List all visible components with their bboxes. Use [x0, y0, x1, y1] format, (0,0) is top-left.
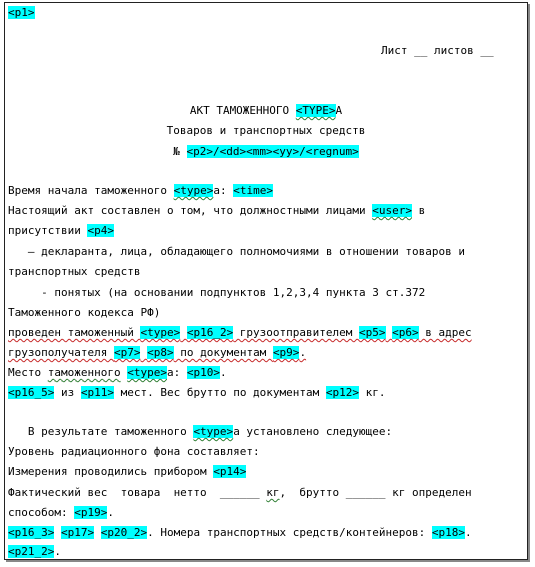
placeholder-type: <type> — [127, 366, 167, 379]
document-title — [5, 103, 527, 118]
witnesses-line: - понятых (на основании подпунктов 1,2,3,4 пункта 3 ст.372 — [8, 286, 426, 299]
placeholder-p19: <p19> — [74, 506, 108, 519]
declarant-line: – декларанта, лица, обладающего полномочиями в отношении товаров и — [8, 245, 465, 258]
placeholder-p21-2: <p21_2> — [8, 545, 55, 558]
final-line: <p21_2>. — [8, 545, 61, 558]
result-heading: В результате таможенного <type>а установлено следующее: — [8, 425, 393, 438]
declarant-line-cont: транспортных средств — [8, 265, 141, 278]
placeholder-p12: <p12> — [325, 386, 360, 399]
placeholder-p16-2: <p16_2> — [186, 326, 234, 339]
packages-line: <p16_5> из <p11> мест. Вес брутто по документам <p12> кг. — [8, 386, 386, 399]
placeholder-regnum: <p2>/<dd><mm><yy>/<regnum> — [186, 145, 359, 158]
placeholder-p16-5: <p16_5> — [8, 386, 55, 399]
vehicles-line: <p16_3> <p17> <p20_2>. Номера транспортных средств/контейнеров: <p18>. — [8, 526, 472, 539]
placeholder-time: <time> — [233, 184, 273, 197]
placeholder-p11: <p11> — [80, 386, 114, 399]
act-statement-line: Настоящий акт составлен о том, что должностными лицами <user> в — [8, 204, 426, 217]
placeholder-p16-3: <p16_3> — [8, 526, 55, 539]
placeholder-p8: <p8> — [147, 346, 174, 359]
placeholder-p14: <p14> — [213, 465, 247, 478]
title-text: АКТ ТАМОЖЕННОГО — [189, 104, 296, 117]
placeholder-p10: <p10> — [186, 366, 220, 379]
device-line: Измерения проводились прибором <p14> — [8, 465, 247, 478]
placeholder-p1: <p1> — [8, 6, 35, 19]
placeholder-p7: <p7> — [113, 346, 141, 359]
placeholder-p18: <p18> — [431, 526, 465, 539]
document-page — [4, 2, 528, 560]
placeholder-p20-2: <p20_2> — [100, 526, 148, 539]
placeholder-p4: <p4> — [87, 224, 114, 237]
radiation-line: Уровень радиационного фона составляет: — [8, 445, 260, 458]
title-suffix: А — [335, 104, 343, 117]
header-tag — [8, 5, 35, 20]
number-sign: № — [173, 145, 187, 158]
placeholder-user: <user> — [372, 204, 412, 217]
inspection-line: проведен таможенный <type> <p16_2> грузоотправителем <p5> <p6> в адрес — [8, 326, 472, 339]
placeholder-type: <type> — [193, 425, 234, 438]
place-line: Место таможенного <type>а: <p10>. — [8, 366, 227, 379]
placeholder-p6: <p6> — [392, 326, 419, 339]
method-line: способом: <p19>. — [8, 506, 114, 519]
start-time-line: Время начала таможенного <type>а: <time> — [8, 184, 273, 197]
sheet-label: Лист __ листов __ — [381, 44, 494, 57]
placeholder-type: <type> — [140, 326, 181, 339]
document-subtitle: Товаров и транспортных средств — [166, 124, 366, 137]
placeholder-type: <type> — [173, 184, 214, 197]
weight-line: Фактический вес товара нетто ______ кг, брутто ______ кг определен — [8, 486, 472, 499]
placeholder-type: <TYPE> — [295, 104, 336, 117]
presence-line: присутствии <p4> — [8, 224, 114, 237]
placeholder-p9: <p9> — [272, 346, 300, 359]
document-number — [5, 144, 527, 159]
placeholder-p17: <p17> — [60, 526, 95, 539]
consignee-line: грузополучателя <p7> <p8> по документам <p9>. — [8, 346, 307, 359]
placeholder-p5: <p5> — [359, 326, 386, 339]
witnesses-line-cont: Таможенного кодекса РФ) — [8, 306, 161, 319]
